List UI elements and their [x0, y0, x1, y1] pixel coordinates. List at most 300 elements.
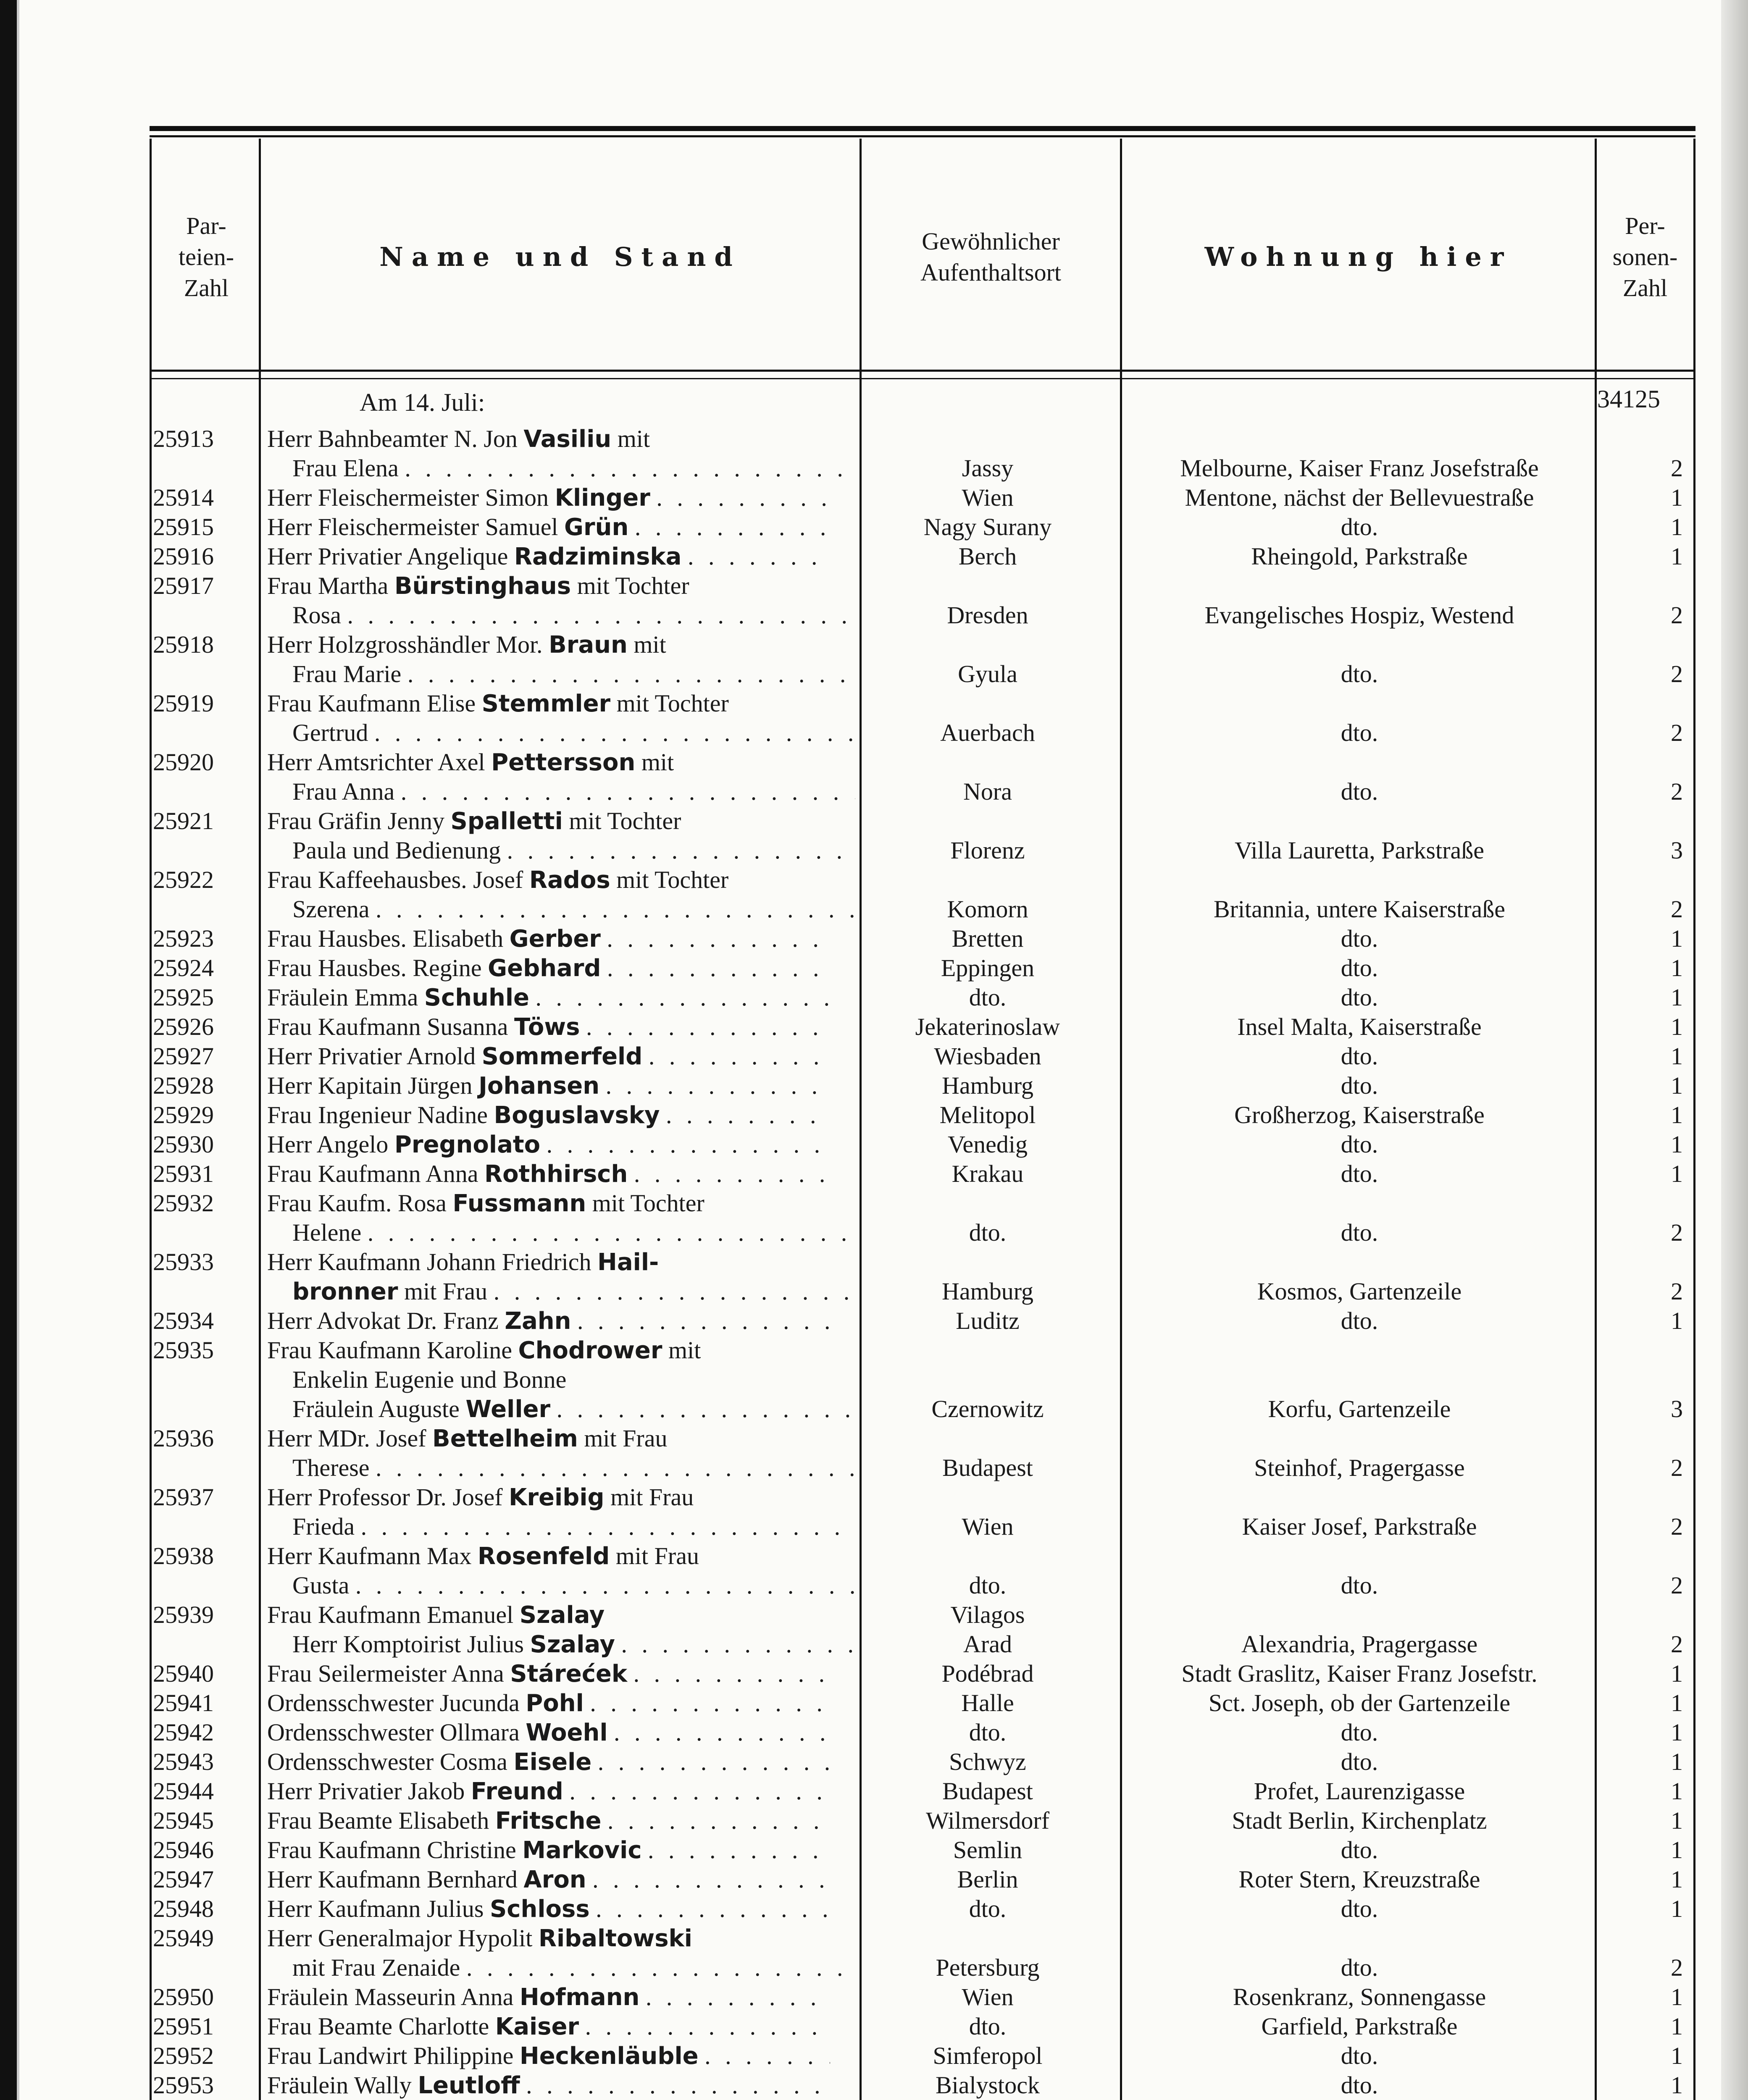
table-row [150, 1600, 1695, 1630]
entry-name-text: Frau Seilermeister Anna [267, 1660, 504, 1687]
entry-residence: dto. [1341, 719, 1378, 746]
table-row [150, 1718, 1695, 1747]
entry-name [267, 424, 830, 454]
entry-person-count: 2 [1671, 1954, 1683, 1981]
entry-name-text: Herr MDr. Josef [267, 1425, 426, 1452]
entry-surname: Szalay [530, 1631, 615, 1658]
entry-number: 25943 [153, 1748, 214, 1775]
entry-surname: Johansen [478, 1072, 600, 1100]
entry-origin: Wien [962, 484, 1014, 511]
table-row [150, 924, 1695, 953]
entry-name-text: Herr Holzgrosshändler Mor. [267, 631, 543, 658]
entry-surname: Rothhirsch [484, 1160, 628, 1188]
entry-surname: Hail- [597, 1249, 659, 1276]
entry-number: 25932 [153, 1189, 214, 1217]
date-heading: Am 14. Juli: [360, 388, 485, 416]
entry-name-text: Frau Kaufmann Emanuel [267, 1601, 514, 1628]
entry-person-count: 1 [1671, 1866, 1683, 1893]
entry-residence: Garfield, Parkstraße [1261, 2013, 1458, 2040]
entry-name-text: Frau Landwirt Philippine [267, 2042, 514, 2069]
entry-number: 25947 [153, 1866, 214, 1893]
entry-origin: Arad [963, 1630, 1012, 1658]
entry-name [267, 806, 830, 836]
entry-name [267, 1718, 830, 1748]
entry-origin: Wien [962, 1983, 1014, 2011]
entry-name [267, 1835, 830, 1865]
entry-surname: Szalay [519, 1601, 605, 1629]
entry-origin: Dresden [947, 601, 1028, 629]
entry-surname: Rosenfeld [477, 1543, 610, 1570]
entry-name-text: Frau Anna [292, 778, 395, 805]
table-row [150, 1571, 1695, 1600]
entry-number: 25916 [153, 543, 214, 570]
entry-number: 25913 [153, 425, 214, 452]
entry-origin: Hamburg [941, 1278, 1033, 1305]
entry-number: 25935 [153, 1336, 214, 1364]
entry-residence: Korfu, Gartenzeile [1268, 1395, 1451, 1423]
entry-number: 25928 [153, 1072, 214, 1099]
entry-name-text: Frau Kaufm. Rosa [267, 1189, 447, 1217]
entry-name-text: Frau Martha [267, 572, 389, 599]
table-row [150, 512, 1695, 542]
table-row [150, 1130, 1695, 1159]
entry-name [292, 1630, 855, 1659]
entry-name [267, 1600, 830, 1630]
entry-person-count: 1 [1671, 1895, 1683, 1922]
entry-number: 25953 [153, 2071, 214, 2099]
entry-residence: Großherzog, Kaiserstraße [1234, 1101, 1485, 1129]
entry-number: 25948 [153, 1895, 214, 1922]
entry-name-text: Rosa [292, 601, 341, 629]
entry-name [267, 953, 830, 983]
entry-number: 25950 [153, 1983, 214, 2011]
entry-surname: Stárećek [510, 1660, 628, 1688]
entry-residence: Profet, Laurenzigasse [1254, 1777, 1465, 1805]
entry-person-count: 1 [1671, 1013, 1683, 1040]
entry-name [267, 1071, 830, 1101]
entry-name-text: mit [641, 748, 674, 776]
entry-name-text: Fräulein Emma [267, 984, 418, 1011]
entry-surname: Kreibig [509, 1484, 605, 1511]
entry-surname: Schloss [489, 1895, 590, 1923]
entry-name [267, 1424, 830, 1454]
entry-origin: Luditz [956, 1307, 1020, 1334]
entry-person-count: 1 [1671, 954, 1683, 982]
table-row [150, 1483, 1695, 1512]
entry-surname: Ribaltowski [538, 1925, 692, 1952]
entry-name [292, 1394, 855, 1424]
entry-person-count: 1 [1671, 2042, 1683, 2069]
entry-surname: Fritsche [495, 1807, 602, 1835]
table-row [150, 1247, 1695, 1277]
table-row [150, 483, 1695, 512]
entry-number: 25919 [153, 690, 214, 717]
table-row [150, 983, 1695, 1012]
guest-register-table [150, 126, 1695, 2100]
entry-name [267, 542, 830, 572]
entry-number: 25918 [153, 631, 214, 658]
entry-residence: dto. [1341, 1307, 1378, 1334]
entry-origin: Simferopol [933, 2042, 1043, 2069]
entry-name [267, 1806, 830, 1836]
entry-name-text: Herr Amtsrichter Axel [267, 748, 485, 776]
header-personen-zahl: Per- sonen- Zahl [1612, 212, 1678, 302]
entry-number: 25939 [153, 1601, 214, 1628]
entry-number: 25914 [153, 484, 214, 511]
entry-residence: dto. [1341, 2071, 1378, 2099]
table-row [150, 806, 1695, 836]
entry-residence: dto. [1341, 1072, 1378, 1099]
carry-over-total: 34125 [1597, 385, 1660, 413]
entry-residence: dto. [1341, 925, 1378, 952]
table-row [150, 1012, 1695, 1042]
entry-name [267, 1130, 830, 1160]
entry-name-text: Frau Beamte Charlotte [267, 2013, 489, 2040]
entry-name-text: mit [633, 631, 666, 658]
entry-surname: Spalletti [450, 808, 563, 835]
entry-name-text: Herr Privatier Angelique [267, 543, 508, 570]
header-rule [150, 370, 1695, 372]
table-row [150, 689, 1695, 718]
entry-origin: Komorn [947, 895, 1028, 923]
entry-number: 25929 [153, 1101, 214, 1129]
table-row [150, 1424, 1695, 1453]
entry-name-text: Ordensschwester Jucunda [267, 1689, 520, 1717]
entry-surname: Woehl [526, 1719, 608, 1746]
entry-name-text: Frau Gräfin Jenny [267, 807, 445, 835]
table-row [150, 1894, 1695, 1924]
entry-residence: dto. [1341, 1954, 1378, 1981]
entry-surname: Markovic [522, 1837, 642, 1864]
entry-person-count: 2 [1671, 660, 1683, 688]
entry-surname: Gebhard [488, 955, 601, 982]
entry-number: 25921 [153, 807, 214, 835]
table-row [150, 1806, 1695, 1835]
entry-person-count: 2 [1671, 895, 1683, 923]
entry-surname: Bürstinghaus [394, 572, 571, 600]
entry-person-count: 3 [1671, 837, 1683, 864]
entry-origin: dto. [969, 984, 1007, 1011]
entry-name-text: Gusta [292, 1572, 350, 1599]
entry-origin: Krakau [952, 1160, 1024, 1187]
entry-origin: Schwyz [949, 1748, 1026, 1775]
entry-surname: Fussmann [452, 1190, 586, 1217]
table-row [150, 659, 1695, 689]
entry-person-count: 3 [1671, 1395, 1683, 1423]
header-parteien-zahl: Par- teien- Zahl [178, 212, 234, 302]
entry-surname: Sommerfeld [481, 1043, 643, 1070]
table-row [150, 630, 1695, 659]
entry-origin: Berlin [957, 1866, 1018, 1893]
entry-name-text: Herr Kaufmann Bernhard [267, 1866, 518, 1893]
entry-origin: Bialystock [935, 2071, 1040, 2099]
entry-person-count: 1 [1671, 1131, 1683, 1158]
entry-residence: Stadt Berlin, Kirchenplatz [1232, 1807, 1487, 1834]
entry-residence: Britannia, untere Kaiserstraße [1213, 895, 1506, 923]
entry-person-count: 1 [1671, 1777, 1683, 1805]
entry-origin: Venedig [947, 1131, 1028, 1158]
entry-name [267, 1159, 830, 1189]
table-row [150, 1865, 1695, 1894]
entry-name [292, 1571, 855, 1600]
table-row [150, 1541, 1695, 1571]
entry-number: 25936 [153, 1425, 214, 1452]
entry-residence: dto. [1341, 2042, 1378, 2069]
entry-name [267, 1042, 830, 1071]
entry-name-text: Herr Kaufmann Johann Friedrich [267, 1248, 591, 1276]
entry-residence: dto. [1341, 1042, 1378, 1070]
entry-name [292, 1512, 855, 1541]
entry-name-text: mit Frau [584, 1425, 668, 1452]
entry-name [267, 571, 830, 601]
entry-name-text: Herr Professor Dr. Josef [267, 1483, 503, 1511]
table-row [150, 1953, 1695, 1982]
entry-surname: Rados [529, 866, 610, 894]
entry-number: 25924 [153, 954, 214, 982]
entry-number: 25938 [153, 1542, 214, 1570]
entry-name-text: Herr Advokat Dr. Franz [267, 1307, 499, 1334]
table-row [150, 542, 1695, 571]
entry-surname: Kaiser [495, 2013, 579, 2040]
entry-name-text: Frau Kaufmann Karoline [267, 1336, 513, 1364]
entry-name-text: Herr Privatier Jakob [267, 1777, 465, 1805]
entry-name-text: Herr Angelo [267, 1131, 389, 1158]
entry-name [267, 1336, 830, 1365]
entry-number: 25925 [153, 984, 214, 1011]
entry-person-count: 1 [1671, 2071, 1683, 2099]
entry-name-text: Therese [292, 1454, 370, 1481]
entry-residence: dto. [1341, 660, 1378, 688]
entry-number: 25946 [153, 1836, 214, 1864]
table-row [150, 454, 1695, 483]
table-row [150, 718, 1695, 748]
table-row [150, 1747, 1695, 1777]
table-row [150, 424, 1695, 454]
entry-residence: dto. [1341, 1895, 1378, 1922]
entry-number: 25940 [153, 1660, 214, 1687]
entry-person-count: 1 [1671, 1807, 1683, 1834]
entry-name [267, 1894, 830, 1924]
entry-name-text: Ordensschwester Ollmara [267, 1719, 520, 1746]
entry-origin: Wiesbaden [934, 1042, 1041, 1070]
entry-residence: Rosenkranz, Sonnengasse [1233, 1983, 1486, 2011]
entry-name [267, 865, 830, 895]
entry-name [267, 924, 830, 954]
entry-name-text: mit [668, 1336, 701, 1364]
entry-origin: Budapest [942, 1777, 1033, 1805]
entry-residence: Evangelisches Hospiz, Westend [1204, 601, 1514, 629]
entry-name-text: Herr Komptoirist Julius [292, 1630, 524, 1658]
entry-name [267, 983, 830, 1013]
entry-name [292, 454, 855, 483]
entry-person-count: 1 [1671, 1101, 1683, 1129]
entry-residence: dto. [1341, 1748, 1378, 1775]
header-wohnung-hier: Wohnung hier [1204, 242, 1512, 272]
entry-residence: dto. [1341, 1160, 1378, 1187]
entry-name [267, 2071, 830, 2100]
entry-name-text: Frau Elena [292, 454, 399, 482]
entry-name [267, 1982, 830, 2012]
table-row [150, 601, 1695, 630]
entry-name [267, 1747, 830, 1777]
entry-name-text: Herr Privatier Arnold [267, 1042, 476, 1070]
entry-person-count: 2 [1671, 601, 1683, 629]
entry-surname: Pohl [526, 1690, 584, 1717]
entry-name [267, 689, 830, 719]
entry-origin: Nagy Surany [923, 513, 1052, 541]
entry-residence: dto. [1341, 1131, 1378, 1158]
entry-residence: dto. [1341, 1219, 1378, 1246]
entry-name [267, 1865, 830, 1895]
entry-number: 25923 [153, 925, 214, 952]
entry-number: 25952 [153, 2042, 214, 2069]
entry-name-text: Herr Fleischermeister Samuel [267, 513, 558, 541]
header-rule-2 [150, 378, 1695, 379]
entry-name-text: Fräulein Masseurin Anna [267, 1983, 514, 2011]
entry-surname: Weller [465, 1396, 551, 1423]
entry-name-text: Frau Marie [292, 660, 402, 688]
entry-person-count: 1 [1671, 1042, 1683, 1070]
entry-name [292, 1453, 855, 1483]
entry-name [292, 1953, 855, 1982]
header-name-und-stand: Name und Stand [379, 242, 741, 272]
table-row [150, 1835, 1695, 1865]
entry-name-text: mit Tochter [592, 1189, 704, 1217]
entry-surname: Grün [564, 514, 629, 541]
entry-name [292, 895, 855, 924]
entry-residence: Roter Stern, Kreuzstraße [1238, 1866, 1480, 1893]
entry-origin: Berch [958, 543, 1017, 570]
entry-name-text: mit Tochter [577, 572, 689, 599]
top-rule-thin [150, 135, 1695, 137]
entry-person-count: 1 [1671, 484, 1683, 511]
table-row [150, 1306, 1695, 1336]
entry-origin: Jekaterinoslaw [915, 1013, 1060, 1040]
entry-name [292, 1277, 855, 1307]
entry-name-text: mit Tochter [616, 690, 729, 717]
entry-name-text: mit Tochter [569, 807, 681, 835]
table-row [150, 1336, 1695, 1365]
entry-surname: Braun [549, 631, 628, 659]
entry-name-text: mit [617, 425, 650, 452]
entry-residence: Villa Lauretta, Parkstraße [1235, 837, 1484, 864]
entry-surname: bronner [292, 1278, 398, 1305]
entry-origin: Eppingen [941, 954, 1035, 982]
entry-origin: Bretten [952, 925, 1024, 952]
entry-name-text: Frau Hausbes. Regine [267, 954, 482, 982]
entry-surname: Boguslavsky [494, 1102, 660, 1129]
entry-residence: Mentone, nächst der Bellevuestraße [1185, 484, 1534, 511]
entry-origin: Halle [961, 1689, 1014, 1717]
entry-name [292, 718, 855, 748]
entry-name [267, 2012, 830, 2042]
table-row [150, 1365, 1695, 1394]
entry-origin: Wien [962, 1513, 1014, 1540]
entry-origin: Auerbach [940, 719, 1035, 746]
entry-name [267, 1777, 830, 1806]
entry-person-count: 1 [1671, 543, 1683, 570]
entry-person-count: 1 [1671, 1719, 1683, 1746]
entry-residence: Kaiser Josef, Parkstraße [1242, 1513, 1477, 1540]
entry-surname: Schuhle [424, 984, 529, 1011]
entry-name [267, 1541, 830, 1571]
entry-surname: Bettelheim [432, 1425, 578, 1452]
entry-name [267, 1247, 830, 1277]
entry-number: 25920 [153, 748, 214, 776]
table-row [150, 1159, 1695, 1189]
entry-residence: dto. [1341, 778, 1378, 805]
entry-origin: Florenz [950, 837, 1025, 864]
table-row [150, 748, 1695, 777]
table-row [150, 2012, 1695, 2041]
entry-person-count: 2 [1671, 1278, 1683, 1305]
entry-name-text: Frau Kaufmann Susanna [267, 1013, 508, 1040]
entry-number: 25951 [153, 2013, 214, 2040]
entry-name [267, 1483, 830, 1512]
entry-name [267, 1306, 830, 1336]
entry-name-text: Fräulein Wally [267, 2071, 412, 2099]
entry-name-text: Ordensschwester Cosma [267, 1748, 507, 1775]
entry-person-count: 1 [1671, 1160, 1683, 1187]
entry-name-text: Frau Kaufmann Anna [267, 1160, 478, 1187]
entry-person-count: 2 [1671, 1513, 1683, 1540]
entry-origin: Melitopol [939, 1101, 1036, 1129]
entry-name-text: Frau Beamte Elisabeth [267, 1807, 489, 1834]
entry-person-count: 1 [1671, 513, 1683, 541]
entry-name [267, 483, 830, 513]
table-row [150, 895, 1695, 924]
entry-surname: Heckenläuble [519, 2042, 699, 2070]
table-row [150, 836, 1695, 865]
entry-person-count: 1 [1671, 1072, 1683, 1099]
table-row [150, 1042, 1695, 1071]
table-row [150, 1218, 1695, 1247]
entry-residence: Sct. Joseph, ob der Gartenzeile [1208, 1689, 1511, 1717]
entry-person-count: 1 [1671, 1836, 1683, 1864]
entry-origin: Vilagos [950, 1601, 1025, 1628]
entry-person-count: 1 [1671, 1748, 1683, 1775]
entry-surname: Pregnolato [394, 1131, 541, 1158]
top-rule-thick [150, 126, 1695, 131]
entry-number: 25941 [153, 1689, 214, 1717]
entry-residence: Insel Malta, Kaiserstraße [1237, 1013, 1482, 1040]
entry-surname: Aron [523, 1866, 586, 1893]
entry-number: 25933 [153, 1248, 214, 1276]
entry-origin: dto. [969, 2013, 1007, 2040]
entry-person-count: 1 [1671, 1660, 1683, 1687]
entry-origin: Gyula [958, 660, 1017, 688]
entry-surname: Zahn [505, 1307, 571, 1335]
entry-number: 25930 [153, 1131, 214, 1158]
table-row [150, 953, 1695, 983]
entry-origin: Wilmersdorf [925, 1807, 1050, 1834]
entry-name [267, 1189, 830, 1218]
entry-name [267, 1100, 830, 1130]
table-row [150, 1100, 1695, 1130]
entry-origin: dto. [969, 1572, 1007, 1599]
entry-person-count: 2 [1671, 1630, 1683, 1658]
entry-surname: Gerber [509, 925, 601, 953]
entry-residence: dto. [1341, 984, 1378, 1011]
entry-residence: Alexandria, Pragergasse [1241, 1630, 1478, 1658]
entry-person-count: 2 [1671, 1219, 1683, 1246]
table-row [150, 1453, 1695, 1483]
entry-surname: Pettersson [491, 749, 636, 776]
entry-surname: Töws [514, 1013, 580, 1041]
entry-name [267, 1659, 830, 1689]
entry-origin: dto. [969, 1219, 1007, 1246]
entry-origin: dto. [969, 1719, 1007, 1746]
